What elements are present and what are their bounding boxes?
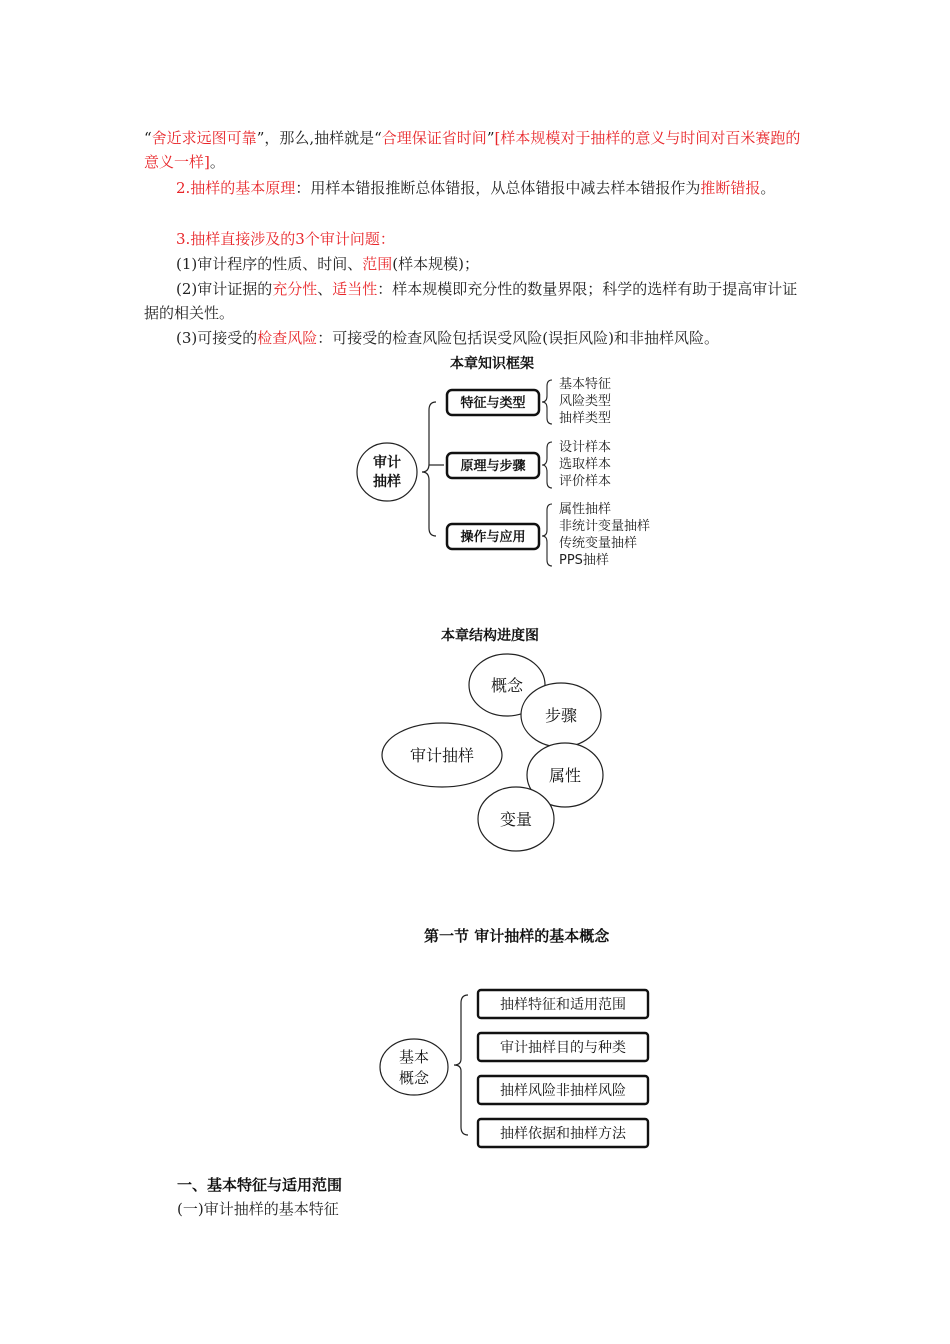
text-run: ” [486, 129, 495, 147]
progress-bubble-4: 变量 [499, 810, 533, 829]
framework-leaf: 抽样类型 [559, 411, 612, 426]
framework-leaf: 传统变量抽样 [559, 536, 638, 551]
text-run: ：可接受的检查风险包括误受风险(误拒风险)和非抽样风险。 [317, 329, 719, 347]
intro-paragraph-5 [144, 277, 808, 325]
intro-paragraph-2 [144, 176, 808, 200]
text-run: 2.抽样的基本原理 [176, 179, 296, 197]
text-run: 合理保证省时间 [381, 129, 487, 147]
progress-bubble-3: 属性 [548, 766, 582, 785]
framework-root-line1: 审计 [373, 455, 401, 471]
text-run: ：样本规模即充分性的数量界限；科学的选样有助于提高审计证据的相关性。 [144, 280, 798, 322]
text-run: [样本规模对于抽样的意义与时间对百米赛跑的意义一样] [144, 129, 801, 171]
text-run: 舍近求远图可靠 [151, 129, 257, 147]
basic-concept-diagram [375, 985, 655, 1150]
text-run: 。 [760, 179, 776, 197]
framework-leaf: 风险类型 [559, 394, 612, 409]
section-title: 第一节 审计抽样的基本概念 [424, 927, 610, 945]
chapter-progress-diagram [370, 620, 620, 860]
text-run: 3.抽样直接涉及的3个审计问题： [176, 230, 395, 248]
text-run: (3)可接受的 [176, 329, 258, 347]
concept-root-line1: 基本 [398, 1048, 430, 1066]
intro-paragraph-4 [144, 252, 808, 276]
text-run: 、 [317, 280, 333, 298]
framework-branch-3: 操作与应用 [460, 530, 526, 545]
text-run: (2)审计证据的 [176, 280, 273, 298]
intro-paragraph-3 [144, 227, 808, 251]
concept-item-1: 抽样特征和适用范围 [500, 997, 626, 1013]
concept-item-4: 抽样依据和抽样方法 [500, 1126, 626, 1142]
framework-leaf: 非统计变量抽样 [559, 519, 651, 534]
framework-branch-2: 原理与步骤 [460, 459, 526, 474]
framework-title: 本章知识框架 [450, 356, 534, 372]
progress-bubble-1: 概念 [490, 676, 524, 695]
text-run: “ [144, 129, 152, 147]
text-run: 推断错报 [700, 179, 761, 197]
heading-basic-features: 一、基本特征与适用范围 [177, 1176, 343, 1194]
intro-paragraph-1 [144, 126, 808, 174]
text-run: ”，那么,抽样就是“ [256, 129, 382, 147]
text-run: (1)审计程序的性质、时间、 [176, 255, 363, 273]
text-run: 适当性 [332, 280, 378, 298]
framework-leaf: 属性抽样 [559, 502, 612, 517]
concept-item-2: 审计抽样目的与种类 [500, 1040, 626, 1056]
concept-item-3: 抽样风险非抽样风险 [500, 1083, 626, 1099]
intro-paragraph-6 [144, 326, 808, 350]
framework-leaf: 基本特征 [559, 377, 612, 392]
progress-center: 审计抽样 [409, 746, 475, 765]
subheading-audit-sampling-features: (一)审计抽样的基本特征 [177, 1200, 339, 1218]
text-run: 检查风险 [257, 329, 318, 347]
progress-title: 本章结构进度图 [441, 628, 539, 644]
text-run: (样本规模)； [392, 255, 479, 273]
text-run: 范围 [362, 255, 393, 273]
text-run: ：用样本错报推断总体错报，从总体错报中减去样本错报作为 [295, 179, 701, 197]
progress-bubble-2: 步骤 [544, 706, 578, 725]
knowledge-framework-diagram [340, 350, 700, 580]
framework-leaf: 选取样本 [559, 457, 612, 472]
framework-root-line2: 抽样 [373, 474, 401, 490]
concept-root-line2: 概念 [398, 1069, 430, 1087]
framework-leaf: 设计样本 [559, 440, 612, 455]
framework-leaf: 评价样本 [559, 474, 612, 489]
framework-leaf: PPS抽样 [559, 553, 609, 568]
text-run: 充分性 [272, 280, 318, 298]
framework-branch-1: 特征与类型 [460, 396, 526, 411]
text-run: 。 [209, 153, 225, 171]
